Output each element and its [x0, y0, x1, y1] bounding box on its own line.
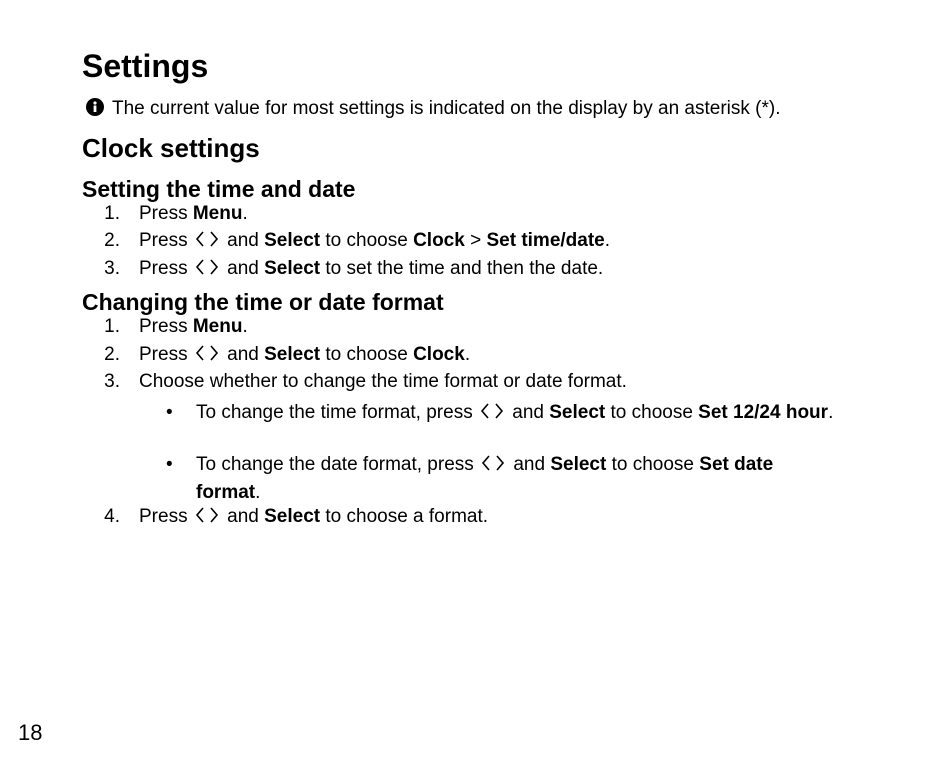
- left-right-arrows-icon: [481, 453, 505, 480]
- page-number: 18: [18, 720, 43, 745]
- left-right-arrows-icon: [195, 257, 219, 284]
- info-note-text: The current value for most settings is indicated on the display by an asterisk (*).: [112, 98, 781, 119]
- info-icon: [86, 98, 104, 116]
- left-right-arrows-icon: [195, 229, 219, 256]
- info-note: [86, 97, 780, 121]
- subsection-heading-format: Changing the time or date format: [82, 289, 444, 315]
- left-right-arrows-icon: [195, 505, 219, 532]
- left-right-arrows-icon: [480, 401, 504, 428]
- subsection-heading-time-date: Setting the time and date: [82, 176, 356, 202]
- manual-page: Settings The current value for most settings is indicated on the display by an asterisk (*). Clock settings Setting the time and date 1. Press Menu. 2. Press and Select to choose Clock > Set time/date. 3. Press and Select to set the time and then the date. Changing the time or date format 1. Press Menu. 2. Press and Select to choose Clock. 3. Choose whether to change the time format or date format. • To change the time format, press and Select to choose Set 12/24 hour. • To change the date format, press and Select to choose Set date format. 4. Press and Select to choose a format. 18: [18, 48, 834, 745]
- page-title: Settings: [82, 48, 209, 84]
- left-right-arrows-icon: [195, 343, 219, 370]
- section-heading: Clock settings: [82, 133, 260, 163]
